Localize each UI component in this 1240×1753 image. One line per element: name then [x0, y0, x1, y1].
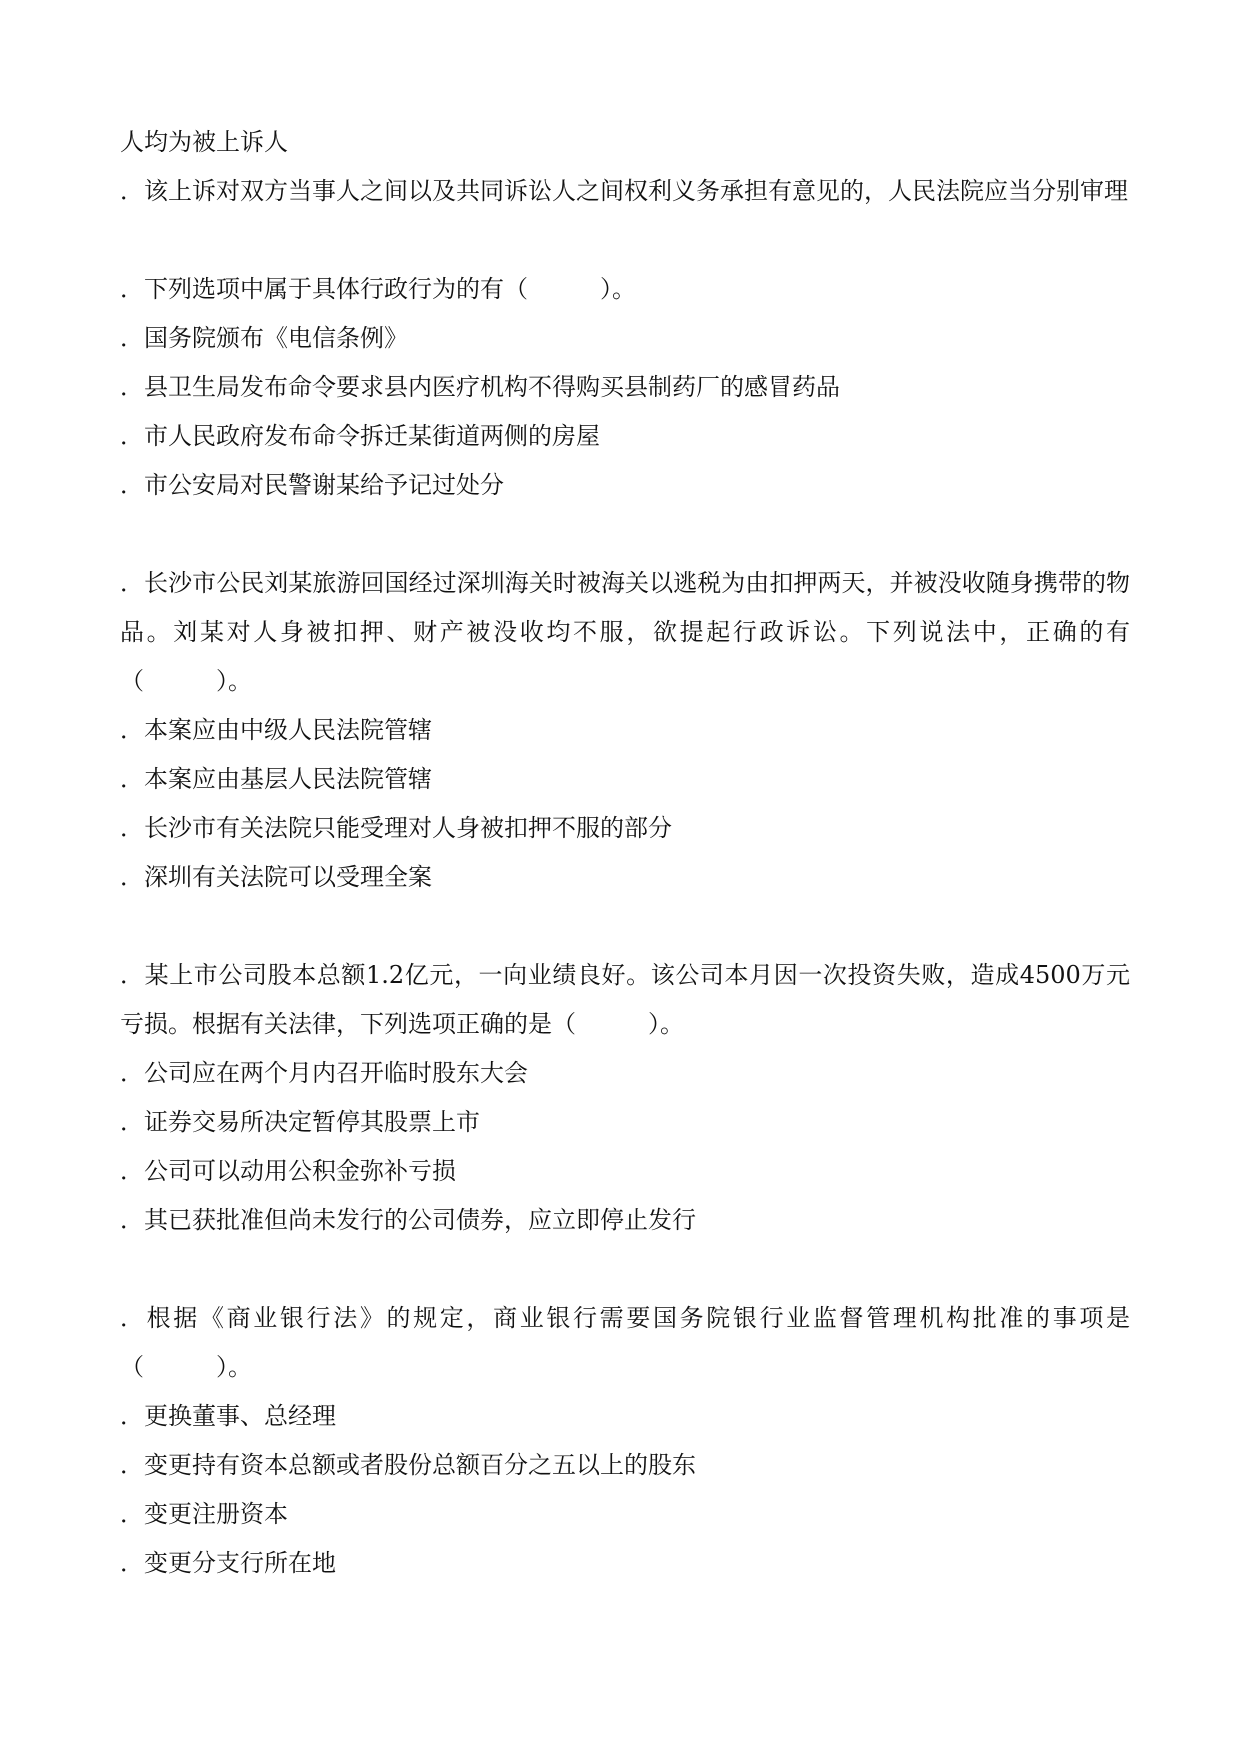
- option-d: ．深圳有关法院可以受理全案: [120, 863, 432, 891]
- option-a: ．公司应在两个月内召开临时股东大会: [120, 1059, 528, 1087]
- fragment-line: 人均为被上诉人: [120, 128, 288, 156]
- option-a: ．本案应由中级人民法院管辖: [120, 716, 432, 744]
- option-b: ．证券交易所决定暂停其股票上市: [120, 1108, 480, 1136]
- option-b: ．县卫生局发布命令要求县内医疗机构不得购买县制药厂的感冒药品: [120, 373, 840, 401]
- fragment-option: ．该上诉对双方当事人之间以及共同诉讼人之间权利义务承担有意见的，人民法院应当分别审理: [120, 177, 1128, 205]
- option-a: ．更换董事、总经理: [120, 1402, 336, 1430]
- option-c: ．公司可以动用公积金弥补亏损: [120, 1157, 456, 1185]
- option-d: ．其已获批准但尚未发行的公司债券，应立即停止发行: [120, 1206, 696, 1234]
- option-b: ．本案应由基层人民法院管辖: [120, 765, 432, 793]
- question-3: [120, 951, 1130, 1245]
- option-d: ．变更分支行所在地: [120, 1549, 336, 1577]
- option-b: ．变更持有资本总额或者股份总额百分之五以上的股东: [120, 1451, 696, 1479]
- question-2: [120, 559, 1130, 902]
- spacer: [120, 1245, 1130, 1294]
- spacer: [120, 510, 1130, 559]
- spacer: [120, 902, 1130, 951]
- option-c: ．变更注册资本: [120, 1500, 288, 1528]
- option-c: ．长沙市有关法院只能受理对人身被扣押不服的部分: [120, 814, 672, 842]
- question-stem: ．根据《商业银行法》的规定，商业银行需要国务院银行业监督管理机构批准的事项是（ ）。: [120, 1304, 1130, 1381]
- document-body: [120, 118, 1130, 1588]
- question-stem: ．下列选项中属于具体行政行为的有（ ）。: [120, 275, 636, 303]
- question-stem: ．某上市公司股本总额1.2亿元，一向业绩良好。该公司本月因一次投资失败，造成4500万元亏损。根据有关法律，下列选项正确的是（ ）。: [120, 961, 1130, 1038]
- option-d: ．市公安局对民警谢某给予记过处分: [120, 471, 504, 499]
- option-c: ．市人民政府发布命令拆迁某街道两侧的房屋: [120, 422, 600, 450]
- option-a: ．国务院颁布《电信条例》: [120, 324, 408, 352]
- question-stem: ．长沙市公民刘某旅游回国经过深圳海关时被海关以逃税为由扣押两天，并被没收随身携带的物品。刘某对人身被扣押、财产被没收均不服，欲提起行政诉讼。下列说法中，正确的有（ ）。: [120, 569, 1130, 695]
- spacer: [120, 216, 1130, 265]
- question-4: [120, 1294, 1130, 1588]
- question-1: [120, 265, 1130, 510]
